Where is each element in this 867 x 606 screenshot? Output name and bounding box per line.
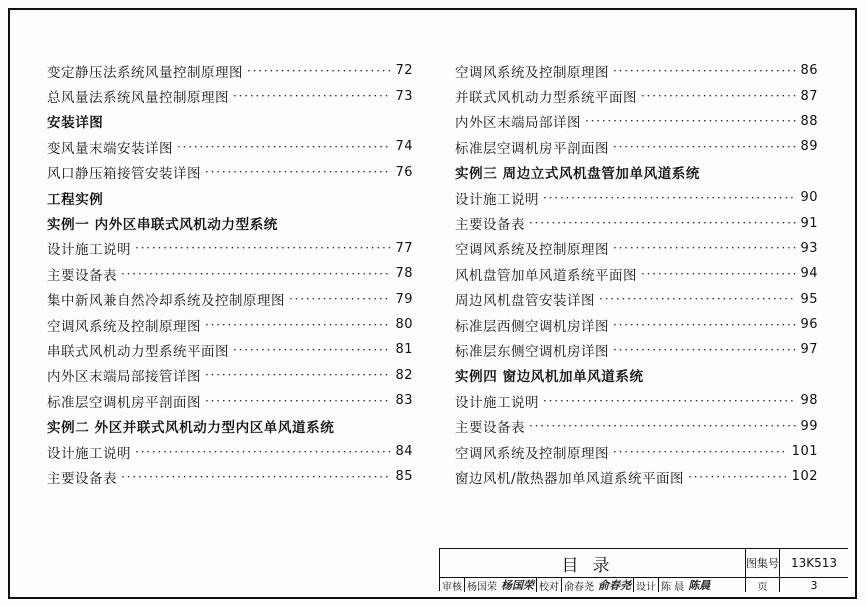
reviewer-name: 杨国荣	[467, 581, 497, 593]
toc-entry-page: 89	[800, 139, 818, 155]
toc-entry[interactable]	[47, 287, 413, 312]
toc-entry-title: 主要设备表	[455, 217, 525, 234]
dot-leader	[613, 140, 796, 154]
toc-entry-title: 主要设备表	[47, 470, 117, 487]
dot-leader	[177, 140, 391, 154]
toc-entry-page: 97	[800, 342, 818, 358]
toc-entry[interactable]	[455, 134, 818, 159]
toc-entry-title: 内外区末端局部详图	[455, 115, 581, 132]
toc-entry[interactable]	[455, 210, 818, 235]
dot-leader	[529, 216, 796, 230]
toc-entry-title: 标准层西侧空调机房详图	[455, 318, 609, 335]
toc-entry-title: 主要设备表	[455, 420, 525, 437]
dot-leader	[585, 114, 796, 128]
dot-leader	[233, 343, 391, 357]
dot-leader	[205, 368, 391, 382]
dot-leader	[613, 64, 796, 78]
dot-leader	[688, 470, 788, 484]
section-heading: 工程实例	[47, 191, 104, 208]
toc-entry-page: 73	[395, 88, 413, 104]
section-heading: 实例二 外区并联式风机动力型内区单风道系统	[47, 420, 335, 437]
toc-entry[interactable]	[455, 439, 818, 464]
dot-leader	[247, 64, 391, 78]
toc-entry-title: 设计施工说明	[47, 242, 131, 259]
toc-entry-page: 78	[395, 266, 413, 282]
toc-entry-title: 标准层空调机房平剖面图	[47, 394, 201, 411]
toc-entry-title: 风口静压箱接管安装详图	[47, 166, 201, 183]
toc-entry-title: 标准层东侧空调机房详图	[455, 343, 609, 360]
toc-entry-title: 设计施工说明	[455, 394, 539, 411]
toc-entry-title: 空调风系统及控制原理图	[455, 445, 609, 462]
designer-signature: 陈晨	[688, 579, 711, 592]
page-number: 3	[810, 578, 818, 592]
toc-entry-page: 72	[395, 63, 413, 79]
dot-leader	[613, 241, 796, 255]
toc-entry[interactable]	[455, 58, 818, 83]
checker-signature: 俞春尧	[596, 578, 634, 592]
signature-row	[440, 578, 746, 592]
check-label: 校对	[537, 578, 562, 592]
toc-entry[interactable]	[47, 464, 413, 489]
toc-entry-title: 设计施工说明	[47, 445, 131, 462]
dot-leader	[289, 292, 391, 306]
toc-entry-title: 窗边风机/散热器加单风道系统平面图	[455, 470, 685, 487]
toc-entry-page: 90	[800, 190, 818, 206]
toc-entry[interactable]	[47, 236, 413, 261]
toc-entry-page: 80	[395, 317, 413, 333]
toc-entry[interactable]	[455, 109, 818, 134]
section-heading: 实例四 窗边风机加单风道系统	[455, 369, 644, 386]
toc-entry-title: 总风量法系统风量控制原理图	[47, 90, 229, 107]
toc-entry-page: 101	[791, 444, 818, 460]
toc-entry[interactable]	[455, 83, 818, 108]
toc-entry[interactable]	[47, 58, 413, 83]
dot-leader	[529, 419, 796, 433]
toc-entry[interactable]	[47, 134, 413, 159]
toc-entry-title: 串联式风机动力型系统平面图	[47, 343, 229, 360]
dot-leader	[135, 445, 391, 459]
toc-entry-title: 周边风机盘管安装详图	[455, 293, 595, 310]
designer-name: 陈 晨	[661, 581, 685, 593]
toc-entry[interactable]	[455, 464, 818, 489]
checker-name: 俞春尧	[564, 581, 594, 593]
toc-entry[interactable]	[47, 312, 413, 337]
toc-entry-title: 空调风系统及控制原理图	[455, 242, 609, 259]
section-heading: 实例一 内外区串联式风机动力型系统	[47, 217, 278, 234]
toc-entry[interactable]	[455, 337, 818, 362]
toc-entry-page: 88	[800, 113, 818, 129]
toc-entry[interactable]	[455, 261, 818, 286]
toc-entry[interactable]	[455, 388, 818, 413]
toc-entry-page: 102	[791, 469, 818, 485]
toc-entry-title: 风机盘管加单风道系统平面图	[455, 267, 637, 284]
toc-entry[interactable]	[455, 185, 818, 210]
section-heading: 实例三 周边立式风机盘管加单风道系统	[455, 166, 700, 183]
toc-entry[interactable]	[455, 236, 818, 261]
toc-entry-page: 82	[395, 367, 413, 383]
toc-entry-page: 95	[800, 291, 818, 307]
dot-leader	[121, 267, 391, 281]
toc-entry-title: 并联式风机动力型系统平面图	[455, 90, 637, 107]
toc-entry-title: 空调风系统及控制原理图	[455, 64, 609, 81]
dot-leader	[641, 267, 796, 281]
toc-entry-title: 变风量末端安装详图	[47, 140, 173, 157]
toc-left-column	[47, 58, 413, 490]
toc-entry-page: 77	[395, 240, 413, 256]
toc-entry[interactable]	[47, 363, 413, 388]
dot-leader	[121, 470, 391, 484]
toc-entry-page: 93	[800, 240, 818, 256]
toc-entry-title: 标准层空调机房平剖面图	[455, 140, 609, 157]
toc-entry-title: 集中新风兼自然冷却系统及控制原理图	[47, 293, 285, 310]
toc-entry-page: 76	[395, 164, 413, 180]
review-label: 审核	[440, 578, 465, 592]
page-label: 页	[746, 578, 780, 592]
dot-leader	[205, 394, 391, 408]
toc-entry-page: 86	[800, 63, 818, 79]
toc-entry-page: 99	[800, 418, 818, 434]
toc-entry-page: 94	[800, 266, 818, 282]
reviewer-signature: 杨国荣	[499, 578, 537, 592]
toc-entry-page: 98	[800, 393, 818, 409]
toc-entry-page: 85	[395, 469, 413, 485]
toc-entry[interactable]	[47, 337, 413, 362]
toc-entry-page: 83	[395, 393, 413, 409]
toc-entry-title: 主要设备表	[47, 267, 117, 284]
toc-entry[interactable]	[47, 388, 413, 413]
design-label: 设计	[634, 578, 659, 592]
toc-entry[interactable]	[47, 439, 413, 464]
toc-entry-page: 91	[800, 215, 818, 231]
toc-entry-title: 变定静压法系统风量控制原理图	[47, 64, 243, 81]
toc-entry-title: 设计施工说明	[455, 191, 539, 208]
toc-entry[interactable]	[47, 83, 413, 108]
dot-leader	[613, 343, 796, 357]
dot-leader	[641, 89, 796, 103]
toc-entry-page: 79	[395, 291, 413, 307]
catalog-number-label: 图集号	[746, 549, 780, 578]
toc-entry[interactable]	[455, 287, 818, 312]
dot-leader	[599, 292, 796, 306]
dot-leader	[205, 165, 391, 179]
toc-right-column	[455, 58, 818, 490]
section-heading: 安装详图	[47, 115, 104, 132]
dot-leader	[613, 318, 796, 332]
toc-entry-page: 74	[395, 139, 413, 155]
catalog-number: 13K513	[780, 549, 848, 578]
toc-entry-page: 84	[395, 444, 413, 460]
toc-entry-page: 81	[395, 342, 413, 358]
dot-leader	[613, 445, 788, 459]
toc-entry-page: 96	[800, 317, 818, 333]
toc-entry[interactable]	[455, 312, 818, 337]
title-block-title: 目录	[440, 549, 746, 578]
toc-entry-title: 内外区末端局部接管详图	[47, 369, 201, 386]
toc-entry[interactable]	[47, 261, 413, 286]
dot-leader	[543, 394, 796, 408]
toc-entry-page: 87	[800, 88, 818, 104]
dot-leader	[135, 241, 391, 255]
toc-entry-title: 空调风系统及控制原理图	[47, 318, 201, 335]
dot-leader	[543, 191, 796, 205]
dot-leader	[233, 89, 391, 103]
title-block	[439, 548, 848, 591]
toc-entry[interactable]	[47, 160, 413, 185]
dot-leader	[205, 318, 391, 332]
toc-entry[interactable]	[455, 413, 818, 438]
